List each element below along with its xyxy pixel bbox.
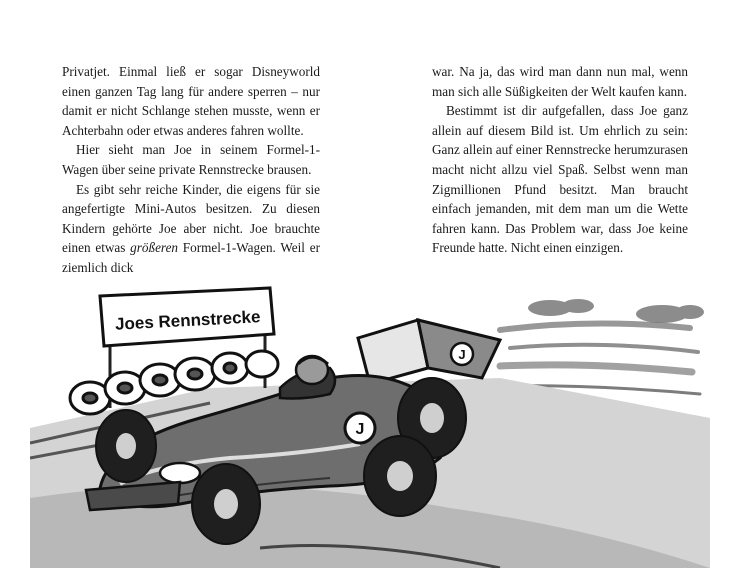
car-number: J — [355, 421, 365, 438]
left-paragraph-3 — [62, 180, 320, 278]
track-sign-text: Joes Rennstrecke — [114, 307, 261, 334]
left-paragraph-3-end: Formel-1-Wagen. Weil er ziemlich dick — [62, 240, 320, 275]
distant-bushes — [528, 299, 704, 323]
right-text-column — [432, 62, 688, 258]
right-paragraph-2: Bestimmt ist dir aufgefallen, dass Joe ganz allein auf diesem Bild ist. Um ehrlich zu sein: Ganz allein auf einer Rennstrecke herumzurasen macht nicht allzu viel Spaß. Selbst wenn man Zigmillionen Pfund besitzt. Man braucht einfach jemanden, mit dem man um die Wette fahren kann. Das Problem war, dass Joe keine Freunde hatte. Nicht einen einzigen. — [432, 103, 688, 256]
emphasized-word: größeren — [130, 240, 179, 256]
left-paragraph-3-start: Es gibt sehr reiche Kinder, die eigens für sie angefertigte Mini-Autos besitzen. Zu diesen Kindern gehörte Joe aber nicht. Joe brauchte einen etwas — [62, 181, 320, 256]
race-car-illustration — [30, 268, 710, 568]
wing-number: J — [458, 347, 466, 362]
right-paragraph-1: war. Na ja, das wird man dann nun mal, wenn man sich alle Süßigkeiten der Welt kaufen kann. — [432, 64, 688, 99]
left-paragraph-2: Hier sieht man Joe in seinem Formel-1-Wagen über seine private Rennstrecke brausen. — [62, 142, 320, 177]
left-paragraph-1: Privatjet. Einmal ließ er sogar Disneyworld einen ganzen Tag lang für andere sperren – nur damit er nicht Schlange stehen musste, wenn er Achterbahn oder etwas anderes fahren wollte. — [62, 64, 320, 138]
rear-wing — [358, 320, 500, 384]
left-text-column — [62, 62, 320, 278]
